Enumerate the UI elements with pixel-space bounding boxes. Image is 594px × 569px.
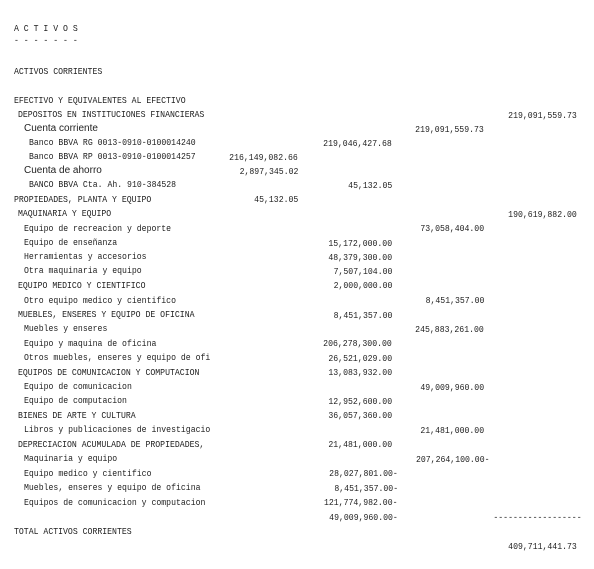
account-label: MUEBLES, ENSERES Y EQUIPO DE OFICINA: [18, 309, 195, 321]
account-amount: 48,379,300.00: [328, 251, 392, 263]
account-amount: 73,058,404.00: [420, 222, 484, 234]
account-label: Libros y publicaciones de investigacio: [24, 424, 211, 436]
account-amount: 219,046,427.68: [323, 137, 392, 149]
account-label: EQUIPO MEDICO Y CIENTIFICO: [18, 280, 146, 292]
account-amount: 8,451,357.00: [425, 294, 484, 306]
account-amount: 207,264,100.00-: [416, 453, 490, 465]
account-label: PROPIEDADES, PLANTA Y EQUIPO: [14, 194, 152, 206]
account-label: Otros muebles, enseres y equipo de ofi: [24, 352, 211, 364]
section-title-row: [0, 51, 594, 78]
account-label: Equipo de enseñanza: [24, 237, 118, 249]
account-label: EQUIPOS DE COMUNICACION Y COMPUTACION: [18, 367, 200, 379]
account-label: Muebles y enseres: [24, 323, 108, 335]
account-amount: 190,619,882.00: [508, 208, 577, 220]
account-label: Otra maquinaria y equipo: [24, 265, 142, 277]
account-amount: 216,149,082.66: [229, 151, 298, 163]
account-label: Cuenta corriente: [24, 123, 98, 135]
account-amount: 2,897,345.02: [239, 165, 298, 177]
account-label: EFECTIVO Y EQUIVALENTES AL EFECTIVO: [14, 95, 186, 107]
account-label: Equipo medico y cientifico: [24, 468, 152, 480]
account-amount: 21,481,000.00: [328, 438, 392, 450]
account-label: DEPRECIACION ACUMULADA DE PROPIEDADES,: [18, 439, 205, 451]
account-amount: 21,481,000.00: [420, 424, 484, 436]
account-amount: 26,521,029.00: [328, 352, 392, 364]
account-label: Equipo de recreacion y deporte: [24, 223, 172, 235]
account-amount: 36,057,360.00: [328, 409, 392, 421]
account-label: Equipo de computacion: [24, 395, 127, 407]
account-amount: 12,952,600.00: [328, 395, 392, 407]
page-title: A C T I V O S: [14, 23, 78, 35]
account-amount: 121,774,982.00-: [324, 496, 398, 508]
account-amount: 49,009,960.00: [420, 381, 484, 393]
account-amount: 45,132.05: [347, 179, 392, 191]
title-underline-row: [0, 20, 594, 47]
account-amount: 245,883,261.00: [415, 323, 484, 335]
account-amount: 45,132.05: [253, 193, 298, 205]
total-row: [0, 511, 594, 552]
account-label: Cuenta de ahorro: [24, 165, 102, 177]
account-label: Banco BBVA RP 0013-0910-0100014257: [29, 151, 196, 163]
account-amount: 13,083,932.00: [328, 366, 392, 378]
account-amount: 49,009,960.00-: [329, 511, 398, 523]
account-amount: 7,507,104.00: [333, 265, 392, 277]
account-amount: 2,000,000.00: [333, 279, 392, 291]
section-title: ACTIVOS CORRIENTES: [14, 66, 103, 78]
account-amount: 8,451,357.00-: [334, 482, 398, 494]
account-label: Equipo de comunicacion: [24, 381, 132, 393]
account-amount: 28,027,801.00-: [329, 467, 398, 479]
title-underline: - - - - - - -: [14, 35, 78, 47]
total-rule: ------------------: [493, 512, 582, 524]
account-amount: 206,278,300.00: [323, 337, 392, 349]
account-label: Muebles, enseres y equipo de oficina: [24, 482, 201, 494]
account-label: BANCO BBVA Cta. Ah. 910-384528: [29, 179, 177, 191]
account-amount: 219,091,559.73: [508, 109, 577, 121]
account-amount: 8,451,357.00: [333, 309, 392, 321]
account-label: DEPOSITOS EN INSTITUCIONES FINANCIERAS: [18, 109, 205, 121]
account-amount: 15,172,000.00: [328, 237, 392, 249]
total-label: TOTAL ACTIVOS CORRIENTES: [14, 526, 132, 538]
account-label: Maquinaria y equipo: [24, 453, 118, 465]
account-label: Banco BBVA RG 0013-0910-0100014240: [29, 137, 196, 149]
account-label: Equipos de comunicacion y computacion: [24, 497, 206, 509]
account-label: Otro equipo medico y cientifico: [24, 295, 176, 307]
account-label: Herramientas y accesorios: [24, 251, 147, 263]
account-amount: 219,091,559.73: [415, 123, 484, 135]
total-amount: 409,711,441.73: [508, 540, 577, 552]
account-label: MAQUINARIA Y EQUIPO: [18, 208, 112, 220]
account-label: BIENES DE ARTE Y CULTURA: [18, 410, 136, 422]
account-label: Equipo y maquina de oficina: [24, 338, 157, 350]
